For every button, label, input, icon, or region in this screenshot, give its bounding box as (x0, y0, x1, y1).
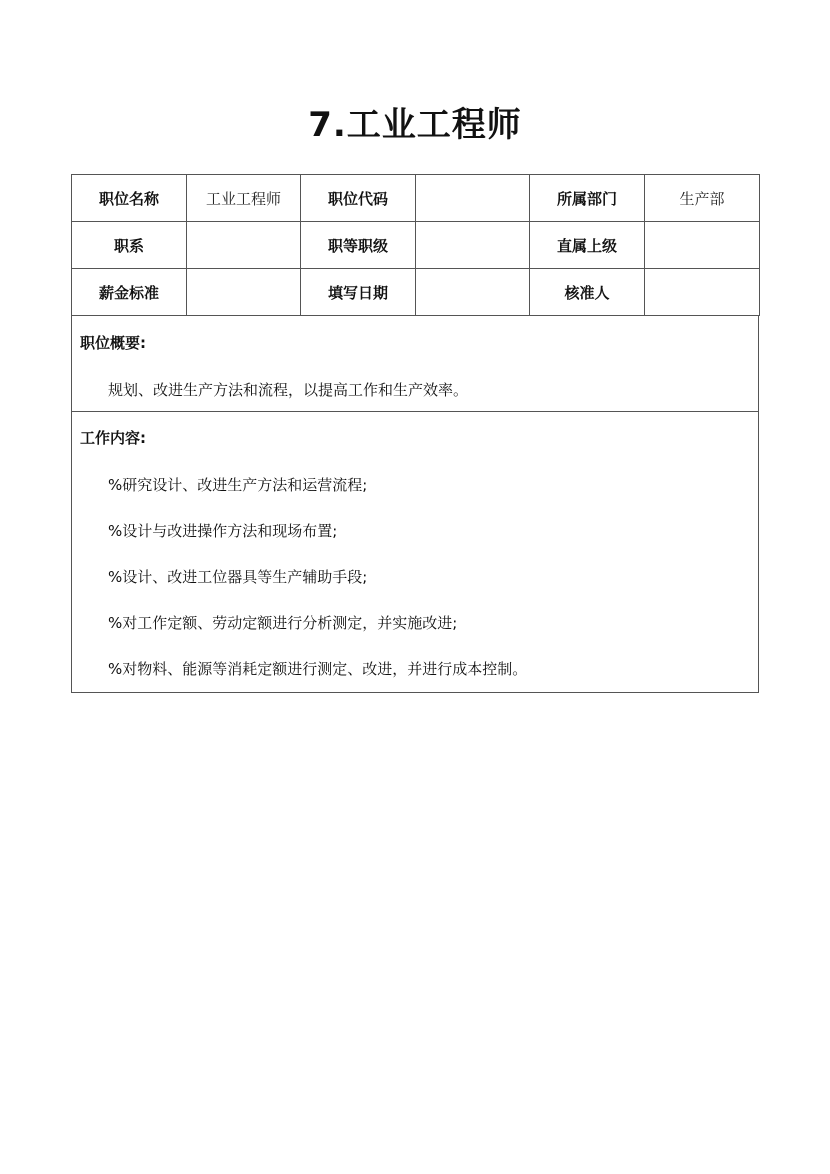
table-row (72, 269, 760, 316)
label-cell: 填写日期 (301, 269, 416, 316)
duty-item: %设计与改进操作方法和现场布置; (108, 522, 338, 540)
summary-heading: 职位概要: (80, 334, 146, 352)
label-cell: 薪金标准 (72, 269, 187, 316)
page-title: 7.工业工程师 (308, 105, 522, 145)
value-cell (416, 269, 530, 316)
table-row (72, 175, 760, 222)
label-cell: 职系 (72, 222, 187, 269)
summary-section (71, 316, 759, 412)
value-cell (187, 222, 301, 269)
duty-item: %设计、改进工位器具等生产辅助手段; (108, 568, 368, 586)
value-cell (645, 222, 760, 269)
value-cell: 工业工程师 (187, 175, 301, 222)
value-cell (187, 269, 301, 316)
table-row (72, 222, 760, 269)
label-cell: 职等职级 (301, 222, 416, 269)
label-cell: 所属部门 (530, 175, 645, 222)
label-cell: 职位代码 (301, 175, 416, 222)
duty-item: %研究设计、改进生产方法和运营流程; (108, 476, 368, 494)
duties-section (71, 411, 759, 693)
label-cell: 职位名称 (72, 175, 187, 222)
value-cell (416, 222, 530, 269)
value-cell (645, 269, 760, 316)
label-cell: 核准人 (530, 269, 645, 316)
duty-item: %对工作定额、劳动定额进行分析测定，并实施改进; (108, 614, 458, 632)
summary-text: 规划、改进生产方法和流程，以提高工作和生产效率。 (108, 381, 469, 399)
label-cell: 直属上级 (530, 222, 645, 269)
duties-heading: 工作内容: (80, 429, 146, 447)
value-cell: 生产部 (645, 175, 760, 222)
duty-item: %对物料、能源等消耗定额进行测定、改进，并进行成本控制。 (108, 660, 528, 678)
position-info-table (71, 174, 760, 316)
value-cell (416, 175, 530, 222)
